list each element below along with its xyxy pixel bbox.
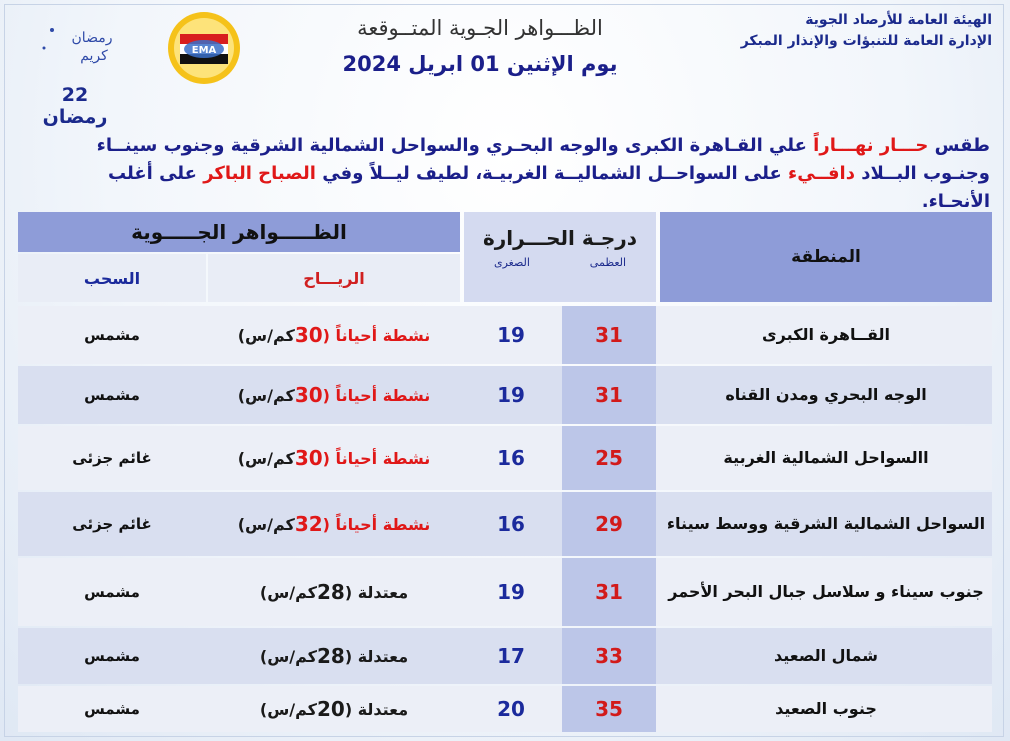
region-cell: االسواحل الشمالية الغربية — [723, 448, 929, 467]
max-temp-cell: 31 — [562, 306, 656, 364]
region-cell: شمال الصعيد — [774, 646, 878, 665]
wind-speed: 28 — [316, 580, 345, 604]
max-header: العظمى — [589, 256, 627, 269]
max-temp-cell: 35 — [562, 686, 656, 732]
org-line-2: الإدارة العامة للتنبؤات والإنذار المبكر — [740, 33, 992, 49]
clouds-header: السحب — [18, 254, 206, 302]
page-title: الظـــواهر الجـوية المتــوقعة — [357, 16, 603, 40]
clouds-cell: مشمس — [84, 583, 140, 601]
max-temp-cell: 33 — [562, 628, 656, 684]
wind-description: معتدلة ( — [344, 646, 409, 666]
max-temp-cell: 29 — [562, 492, 656, 556]
min-header: الصغرى — [493, 256, 530, 269]
region-header: المنطقة — [660, 212, 992, 302]
region-cell: جنوب الصعيد — [775, 699, 877, 718]
region-cell: الوجه البحري ومدن القناه — [725, 385, 927, 404]
wind-description: نشطة أحياناً ( — [322, 514, 431, 534]
wind-description: نشطة أحياناً ( — [322, 325, 431, 345]
wind-description: معتدلة ( — [344, 699, 409, 719]
wind-speed: 28 — [316, 644, 345, 668]
min-temp-cell: 19 — [497, 580, 525, 604]
summary-highlight-early-morning: الصباح الباكر — [203, 163, 316, 184]
summary-highlight-hot: حـــار نهـــاراً — [813, 135, 929, 156]
svg-text:كريم: كريم — [80, 48, 108, 64]
temperature-header-label: درجـة الحـــرارة — [482, 226, 638, 250]
min-temp-cell: 19 — [497, 323, 525, 347]
ema-logo — [158, 8, 250, 88]
wind-header: الريـــاح — [208, 254, 460, 302]
clouds-cell: غائم جزئى — [72, 449, 152, 467]
wind-cell — [208, 492, 460, 556]
wind-unit: كم/س) — [237, 385, 295, 405]
clouds-cell: مشمس — [84, 647, 140, 665]
forecast-date: يوم الإثنين 01 ابريل 2024 — [342, 52, 618, 76]
wind-cell — [208, 366, 460, 424]
weather-phenomena-header: الظـــــواهر الجـــــوية — [18, 212, 460, 252]
wind-description: معتدلة ( — [344, 582, 409, 602]
wind-cell — [208, 686, 460, 732]
wind-unit: كم/س) — [259, 699, 317, 719]
clouds-cell: مشمس — [84, 700, 140, 718]
clouds-cell: غائم جزئى — [72, 515, 152, 533]
clouds-cell: مشمس — [84, 326, 140, 344]
min-temp-cell: 16 — [497, 512, 525, 536]
wind-cell — [208, 558, 460, 626]
wind-unit: كم/س) — [259, 646, 317, 666]
min-temp-cell: 16 — [497, 446, 525, 470]
min-temp-cell: 19 — [497, 383, 525, 407]
summary-highlight-warm: دافــيء — [788, 163, 855, 184]
region-cell: السواحل الشمالية الشرقية ووسط سيناء — [666, 514, 986, 533]
max-temp-cell: 31 — [562, 366, 656, 424]
min-temp-cell: 17 — [497, 644, 525, 668]
wind-speed: 30 — [294, 383, 323, 407]
wind-cell — [208, 426, 460, 490]
wind-unit: كم/س) — [237, 448, 295, 468]
wind-speed: 30 — [294, 446, 323, 470]
weather-summary: طقس حـــار نهـــاراً علي القـاهرة الكبرى والوجه البحـري والسواحل الشمالية الشرقية وجنوب سينــاء وجنـوب البــلاد دافــيء على السواحــل الشماليــة الغربيـة، لطيف ليــلاً وفي الصباح الباكر على أغلب الأنحـاء. — [96, 135, 990, 212]
temperature-header — [464, 212, 656, 302]
wind-description: نشطة أحياناً ( — [322, 448, 431, 468]
forecast-table — [18, 212, 992, 732]
clouds-cell: مشمس — [84, 386, 140, 404]
org-line-1: الهيئة العامة للأرصاد الجوية — [805, 12, 992, 28]
wind-unit: كم/س) — [259, 582, 317, 602]
region-cell: القــاهرة الكبرى — [762, 325, 890, 344]
wind-speed: 32 — [294, 512, 323, 536]
organization-name — [741, 10, 992, 52]
wind-unit: كم/س) — [237, 514, 295, 534]
ema-logo-text: EMA — [191, 45, 217, 56]
wind-description: نشطة أحياناً ( — [322, 385, 431, 405]
ramadan-day: 22 رمضان — [42, 84, 108, 128]
wind-speed: 30 — [294, 323, 323, 347]
ramadan-logo — [22, 8, 122, 80]
wind-cell — [208, 306, 460, 364]
wind-unit: كم/س) — [237, 325, 295, 345]
max-temp-cell: 25 — [562, 426, 656, 490]
region-cell: جنوب سيناء و سلاسل جبال البحر الأحمر — [668, 582, 984, 601]
min-temp-cell: 20 — [497, 697, 525, 721]
max-temp-cell: 31 — [562, 558, 656, 626]
wind-speed: 20 — [316, 697, 345, 721]
ramadan-kareem-calligraphy: رمضان — [71, 30, 113, 46]
wind-cell — [208, 628, 460, 684]
